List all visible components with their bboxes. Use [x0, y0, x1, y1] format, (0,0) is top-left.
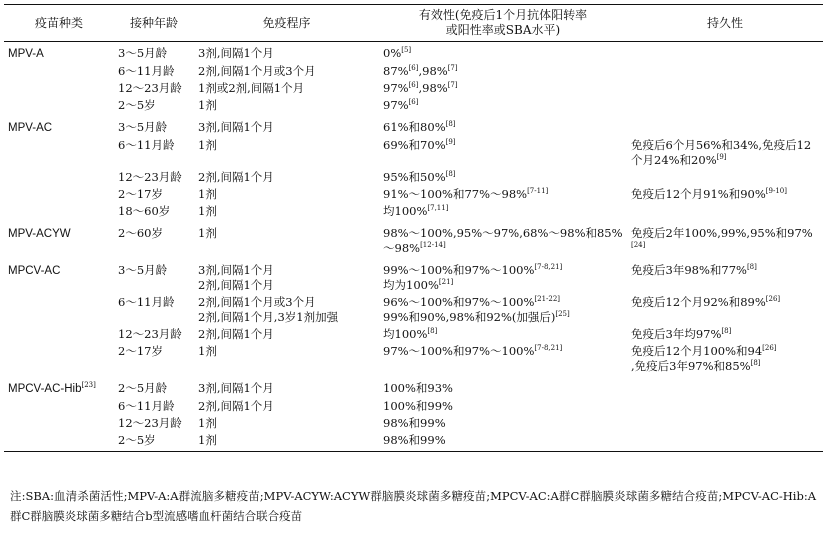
cell-durability — [627, 186, 823, 203]
cell-schedule — [194, 203, 379, 222]
schedule-line: 2剂,间隔1个月 — [198, 399, 274, 413]
cell-efficacy — [379, 97, 627, 116]
table-row — [4, 259, 823, 294]
cell-vaccine — [4, 169, 114, 186]
cell-age: 12～23月龄 — [118, 416, 182, 430]
table-row — [4, 294, 823, 326]
reference-superscript: [7-8,21] — [534, 263, 563, 272]
cell-vaccine — [4, 203, 114, 222]
cell-schedule — [194, 415, 379, 432]
cell-efficacy-text: 97%～100%和97%～100% — [383, 344, 535, 358]
cell-efficacy — [379, 80, 627, 97]
cell-vaccine — [4, 259, 114, 294]
cell-efficacy-text: 均为100% — [383, 278, 439, 292]
table-row — [4, 377, 823, 398]
cell-efficacy-text: 96%～100%和97%～100% — [383, 295, 535, 309]
cell-efficacy-text: 0% — [383, 46, 402, 60]
cell-vaccine — [4, 326, 114, 343]
cell-vaccine — [4, 63, 114, 80]
cell-age: 2～5月龄 — [118, 381, 168, 395]
schedule-line: 2剂,间隔1个月 — [198, 278, 274, 292]
schedule-line: 3剂,间隔1个月 — [198, 120, 274, 134]
cell-durability — [627, 63, 823, 80]
table-row — [4, 415, 823, 432]
cell-efficacy — [379, 63, 627, 80]
reference-superscript: [12-14] — [420, 241, 446, 250]
reference-superscript: [8] — [445, 170, 456, 179]
header-age: 接种年龄 — [129, 15, 178, 30]
cell-durability-text: 免疫后2年100%,99%,95%和97% — [631, 226, 813, 240]
cell-age: 6～11月龄 — [118, 295, 175, 309]
cell-age: 2～17岁 — [118, 187, 163, 201]
table-row — [4, 326, 823, 343]
cell-durability — [627, 97, 823, 116]
cell-efficacy — [379, 259, 627, 294]
header-efficacy-line2: 或阳性率或SBA水平) — [445, 23, 561, 37]
cell-age: 12～23月龄 — [118, 327, 182, 341]
table-body — [4, 42, 823, 452]
cell-age: 6～11月龄 — [118, 64, 175, 78]
cell-durability — [627, 398, 823, 415]
header-efficacy-line1: 有效性(免疫后1个月抗体阳转率 — [418, 8, 588, 22]
table-row — [4, 432, 823, 452]
cell-vaccine — [4, 42, 114, 64]
reference-superscript: [21] — [438, 278, 454, 287]
cell-efficacy-text: 61%和80% — [383, 120, 446, 134]
cell-schedule — [194, 222, 379, 259]
cell-efficacy — [379, 377, 627, 398]
cell-efficacy — [379, 415, 627, 432]
cell-schedule — [194, 116, 379, 137]
cell-durability — [627, 432, 823, 452]
cell-efficacy-text: 均100% — [383, 327, 428, 341]
cell-efficacy-text: 99%和90%,98%和92%(加强后) — [383, 310, 556, 324]
cell-durability — [627, 259, 823, 294]
reference-superscript: [9] — [445, 138, 456, 147]
cell-schedule — [194, 137, 379, 169]
vaccine-name: MPV-AC — [8, 122, 53, 134]
cell-efficacy-text: 95%和50% — [383, 170, 446, 184]
cell-durability — [627, 343, 823, 377]
vaccine-name: MPCV-AC-Hib — [8, 383, 82, 395]
cell-schedule — [194, 63, 379, 80]
reference-superscript: [7] — [447, 81, 458, 90]
cell-age: 12～23月龄 — [118, 81, 182, 95]
table-row — [4, 42, 823, 64]
reference-superscript: [24] — [631, 241, 646, 250]
table-row — [4, 169, 823, 186]
cell-vaccine — [4, 415, 114, 432]
schedule-line: 3剂,间隔1个月 — [198, 263, 274, 277]
vaccine-name: MPV-A — [8, 48, 44, 60]
reference-superscript: [8] — [750, 359, 761, 368]
cell-schedule — [194, 80, 379, 97]
header-vaccine: 疫苗种类 — [34, 15, 83, 30]
reference-superscript: [25] — [555, 310, 570, 319]
table-row — [4, 186, 823, 203]
cell-efficacy-text: 99%～100%和97%～100% — [383, 263, 535, 277]
cell-age: 2～5岁 — [118, 433, 156, 447]
schedule-line: 3剂,间隔1个月 — [198, 381, 274, 395]
cell-schedule — [194, 377, 379, 398]
header-efficacy — [379, 5, 627, 42]
cell-age: 2～5岁 — [118, 98, 156, 112]
cell-durability — [627, 415, 823, 432]
table-row — [4, 97, 823, 116]
schedule-line: 1剂 — [198, 187, 217, 201]
cell-efficacy-text: ,98% — [418, 64, 448, 78]
cell-efficacy — [379, 137, 627, 169]
cell-vaccine — [4, 222, 114, 259]
cell-efficacy-text: 91%～100%和77%～98% — [383, 187, 528, 201]
cell-efficacy — [379, 186, 627, 203]
schedule-line: 1剂 — [198, 138, 217, 152]
reference-superscript: [5] — [401, 46, 412, 55]
cell-durability — [627, 80, 823, 97]
cell-efficacy-text: 100%和93% — [383, 381, 453, 395]
cell-durability — [627, 169, 823, 186]
cell-schedule — [194, 398, 379, 415]
cell-age: 2～17岁 — [118, 344, 163, 358]
cell-durability — [627, 294, 823, 326]
reference-superscript: [6] — [408, 98, 419, 107]
cell-age: 3～5月龄 — [118, 46, 168, 60]
reference-superscript: [8] — [427, 327, 438, 336]
table-row — [4, 80, 823, 97]
cell-schedule — [194, 294, 379, 326]
schedule-line: 1剂 — [198, 433, 217, 447]
cell-vaccine — [4, 398, 114, 415]
reference-superscript: [7] — [447, 64, 458, 73]
cell-durability — [627, 137, 823, 169]
cell-efficacy — [379, 222, 627, 259]
reference-superscript: [26] — [765, 295, 781, 304]
table-row — [4, 343, 823, 377]
table-row — [4, 222, 823, 259]
cell-efficacy — [379, 169, 627, 186]
cell-durability-text: ,免疫后3年97%和85% — [631, 359, 751, 373]
schedule-line: 1剂 — [198, 226, 217, 240]
cell-vaccine — [4, 80, 114, 97]
cell-schedule — [194, 432, 379, 452]
cell-efficacy — [379, 42, 627, 64]
cell-vaccine — [4, 137, 114, 169]
cell-efficacy-text: 100%和99% — [383, 399, 453, 413]
cell-schedule — [194, 186, 379, 203]
cell-efficacy — [379, 326, 627, 343]
cell-age: 18～60岁 — [118, 204, 171, 218]
cell-vaccine — [4, 97, 114, 116]
cell-durability-text: 免疫后12个月91%和90% — [631, 187, 766, 201]
schedule-line: 2剂,间隔1个月或3个月 — [198, 64, 316, 78]
cell-efficacy-text: 均100% — [383, 204, 428, 218]
cell-schedule — [194, 343, 379, 377]
cell-efficacy — [379, 203, 627, 222]
cell-age: 3～5月龄 — [118, 263, 168, 277]
reference-superscript: [8] — [746, 263, 757, 272]
schedule-line: 1剂 — [198, 204, 217, 218]
reference-superscript: [26] — [762, 344, 777, 353]
reference-superscript: [7-11] — [527, 187, 549, 196]
vaccine-table — [4, 4, 823, 452]
cell-efficacy — [379, 398, 627, 415]
cell-age: 12～23月龄 — [118, 170, 182, 184]
cell-vaccine — [4, 294, 114, 326]
cell-efficacy-text: 87% — [383, 64, 409, 78]
cell-efficacy-text: ,98% — [418, 81, 448, 95]
cell-efficacy — [379, 432, 627, 452]
cell-efficacy-text: 69%和70% — [383, 138, 446, 152]
reference-superscript: [9-10] — [765, 187, 787, 196]
cell-vaccine — [4, 116, 114, 137]
vaccine-reference: [23] — [81, 381, 96, 390]
cell-age: 6～11月龄 — [118, 399, 175, 413]
cell-schedule — [194, 326, 379, 343]
cell-efficacy — [379, 294, 627, 326]
reference-superscript: [21-22] — [534, 295, 561, 304]
cell-efficacy-text: 98%～100%,95%～97%,68%～98%和85%～98% — [383, 226, 623, 255]
table-row — [4, 63, 823, 80]
table-header-row — [4, 5, 823, 42]
cell-schedule — [194, 42, 379, 64]
schedule-line: 1剂或2剂,间隔1个月 — [198, 81, 305, 95]
schedule-line: 2剂,间隔1个月 — [198, 170, 274, 184]
schedule-line: 3剂,间隔1个月 — [198, 46, 274, 60]
cell-durability-text: 免疫后3年均97% — [631, 327, 722, 341]
cell-durability — [627, 326, 823, 343]
cell-durability-text: 免疫后12个月92%和89% — [631, 295, 766, 309]
vaccine-name: MPCV-AC — [8, 265, 61, 277]
reference-superscript: [8] — [721, 327, 732, 336]
cell-vaccine — [4, 377, 114, 398]
table-row — [4, 398, 823, 415]
schedule-line: 2剂,间隔1个月 — [198, 327, 274, 341]
cell-vaccine — [4, 186, 114, 203]
cell-schedule — [194, 169, 379, 186]
schedule-line: 2剂,间隔1个月或3个月 — [198, 295, 316, 309]
schedule-line: 1剂 — [198, 98, 217, 112]
reference-superscript: [7,11] — [427, 204, 449, 213]
cell-vaccine — [4, 343, 114, 377]
table-footnote: 注:SBA:血清杀菌活性;MPV-A:A群流脑多糖疫苗;MPV-ACYW:ACYW群脑膜炎球菌多糖疫苗;MPCV-AC:A群C群脑膜炎球菌多糖结合疫苗;MPCV-AC-Hib:A群C群脑膜炎球菌多糖结合b型流感嗜血杆菌结合联合疫苗 — [10, 489, 816, 523]
cell-efficacy-text: 97% — [383, 81, 409, 95]
cell-durability-text: 免疫后12个月100%和94 — [631, 344, 763, 358]
reference-superscript: [7-8,21] — [534, 344, 563, 353]
vaccine-name: MPV-ACYW — [8, 228, 71, 240]
cell-age: 3～5月龄 — [118, 120, 168, 134]
cell-vaccine — [4, 432, 114, 452]
schedule-line: 1剂 — [198, 416, 217, 430]
reference-superscript: [8] — [445, 120, 456, 129]
cell-schedule — [194, 259, 379, 294]
schedule-line: 2剂,间隔1个月,3岁1剂加强 — [198, 310, 339, 324]
cell-durability — [627, 42, 823, 64]
cell-efficacy-text: 97% — [383, 98, 409, 112]
header-schedule: 免疫程序 — [262, 15, 311, 30]
cell-efficacy-text: 98%和99% — [383, 433, 446, 447]
cell-schedule — [194, 97, 379, 116]
reference-superscript: [6] — [408, 81, 419, 90]
schedule-line: 1剂 — [198, 344, 217, 358]
cell-age: 6～11月龄 — [118, 138, 175, 152]
cell-efficacy-text: 98%和99% — [383, 416, 446, 430]
table-row — [4, 137, 823, 169]
cell-durability — [627, 377, 823, 398]
cell-durability-text: 免疫后6个月56%和34%,免疫后12个月24%和20% — [631, 138, 812, 167]
cell-durability — [627, 116, 823, 137]
cell-durability — [627, 222, 823, 259]
cell-age: 2～60岁 — [118, 226, 163, 240]
cell-efficacy — [379, 343, 627, 377]
table-row — [4, 203, 823, 222]
reference-superscript: [9] — [716, 153, 727, 162]
table-row — [4, 116, 823, 137]
cell-durability-text: 免疫后3年98%和77% — [631, 263, 747, 277]
reference-superscript: [6] — [408, 64, 419, 73]
header-durability: 持久性 — [706, 15, 743, 30]
cell-durability — [627, 203, 823, 222]
cell-efficacy — [379, 116, 627, 137]
